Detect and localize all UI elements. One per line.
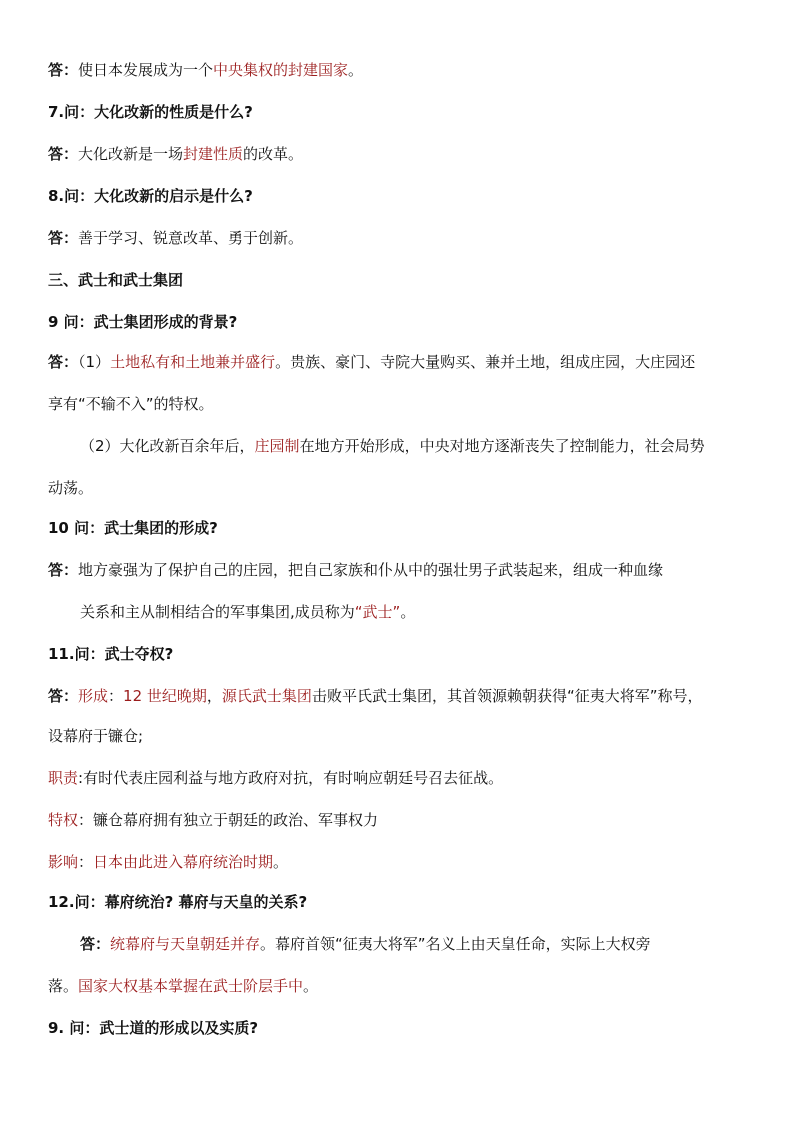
bold-text: 11.问：武士夺权? <box>48 645 174 663</box>
bold-text: 10 问：武士集团的形成? <box>48 519 218 537</box>
text-line <box>48 976 754 996</box>
text-line <box>48 560 754 580</box>
text-segment: ： <box>78 853 94 871</box>
text-line <box>48 270 754 290</box>
text-segment: ， <box>206 687 222 705</box>
text-segment: 。 <box>348 61 364 79</box>
text-segment: 。 <box>303 977 319 995</box>
bold-text: 9 问：武士集团形成的背景? <box>48 313 238 331</box>
bold-text: 8.问：大化改新的启示是什么? <box>48 187 253 205</box>
bold-text: 答： <box>48 61 79 79</box>
highlighted-text: 中央集权的封建国家 <box>213 61 349 79</box>
text-line <box>48 892 754 912</box>
text-line <box>80 602 754 622</box>
text-line <box>48 102 754 122</box>
text-line <box>48 686 754 706</box>
text-line <box>48 810 754 830</box>
text-segment: 享有“不输不入”的特权。 <box>48 395 214 413</box>
bold-text: 答： <box>48 229 79 247</box>
text-line <box>48 644 754 664</box>
bold-text: 三、武士和武士集团 <box>48 271 184 289</box>
text-line <box>48 1018 754 1038</box>
text-segment: 使日本发展成为一个 <box>78 61 214 79</box>
highlighted-text: 影响 <box>48 853 79 871</box>
text-line <box>48 726 754 746</box>
highlighted-text: 日本由此进入幕府统治时期 <box>93 853 274 871</box>
text-line <box>48 186 754 206</box>
text-segment: 。 <box>273 853 289 871</box>
bold-text: 7.问：大化改新的性质是什么? <box>48 103 253 121</box>
text-line <box>48 60 754 80</box>
highlighted-text: 庄园制 <box>254 437 300 455</box>
highlighted-text: 土地私有和土地兼并盛行 <box>110 353 276 371</box>
highlighted-text: 封建性质 <box>183 145 244 163</box>
text-segment: 善于学习、锐意改革、勇于创新。 <box>78 229 304 247</box>
text-line <box>80 934 754 954</box>
text-segment: 。 <box>400 603 416 621</box>
highlighted-text: “武士” <box>354 603 401 621</box>
bold-text: 12.问：幕府统治? 幕府与天皇的关系? <box>48 893 308 911</box>
bold-text: 答： <box>48 687 79 705</box>
text-segment: 地方豪强为了保护自己的庄园，把自己家族和仆从中的强壮男子武装起来，组成一种血缘 <box>78 561 664 579</box>
highlighted-text: 12 世纪晚期 <box>123 687 207 705</box>
highlighted-text: 职责 <box>48 769 79 787</box>
text-segment: 。幕府首领“征夷大将军”名义上由天皇任命，实际上大权旁 <box>260 935 651 953</box>
text-line <box>48 768 754 788</box>
highlighted-text: 源氏武士集团 <box>221 687 312 705</box>
highlighted-text: 特权 <box>48 811 79 829</box>
text-line <box>48 478 754 498</box>
text-line <box>48 518 754 538</box>
text-line <box>80 436 754 456</box>
highlighted-text: 国家大权基本掌握在武士阶层手中 <box>78 977 304 995</box>
text-segment: 大化改新是一场 <box>78 145 184 163</box>
text-segment: 的改革。 <box>243 145 304 163</box>
bold-text: 答： <box>48 353 79 371</box>
text-segment: （1） <box>78 353 111 371</box>
text-line <box>48 144 754 164</box>
text-line <box>48 852 754 872</box>
text-segment: 击败平氏武士集团，其首领源赖朝获得“征夷大将军”称号， <box>311 687 703 705</box>
text-segment: 落。 <box>48 977 79 995</box>
highlighted-text: 形成 <box>78 687 109 705</box>
text-segment: 设幕府于镰仓; <box>48 727 144 745</box>
text-line <box>48 312 754 332</box>
text-segment: ：镰仓幕府拥有独立于朝廷的政治、军事权力 <box>78 811 379 829</box>
bold-text: 答： <box>48 145 79 163</box>
text-line <box>48 352 754 372</box>
text-segment: :有时代表庄园利益与地方政府对抗，有时响应朝廷号召去征战。 <box>78 769 504 787</box>
text-segment: 在地方开始形成，中央对地方逐渐丧失了控制能力，社会局势 <box>299 437 705 455</box>
text-segment: 动荡。 <box>48 479 94 497</box>
bold-text: 答： <box>48 561 79 579</box>
text-segment: 关系和主从制相结合的军事集团,成员称为 <box>80 603 355 621</box>
text-line <box>48 228 754 248</box>
text-segment: （2）大化改新百余年后， <box>80 437 255 455</box>
text-line <box>48 394 754 414</box>
text-segment: ： <box>108 687 124 705</box>
bold-text: 9. 问：武士道的形成以及实质? <box>48 1019 259 1037</box>
highlighted-text: 统幕府与天皇朝廷并存 <box>110 935 261 953</box>
bold-text: 答： <box>80 935 111 953</box>
text-segment: 。贵族、豪门、寺院大量购买、兼并土地，组成庄园，大庄园还 <box>275 353 696 371</box>
